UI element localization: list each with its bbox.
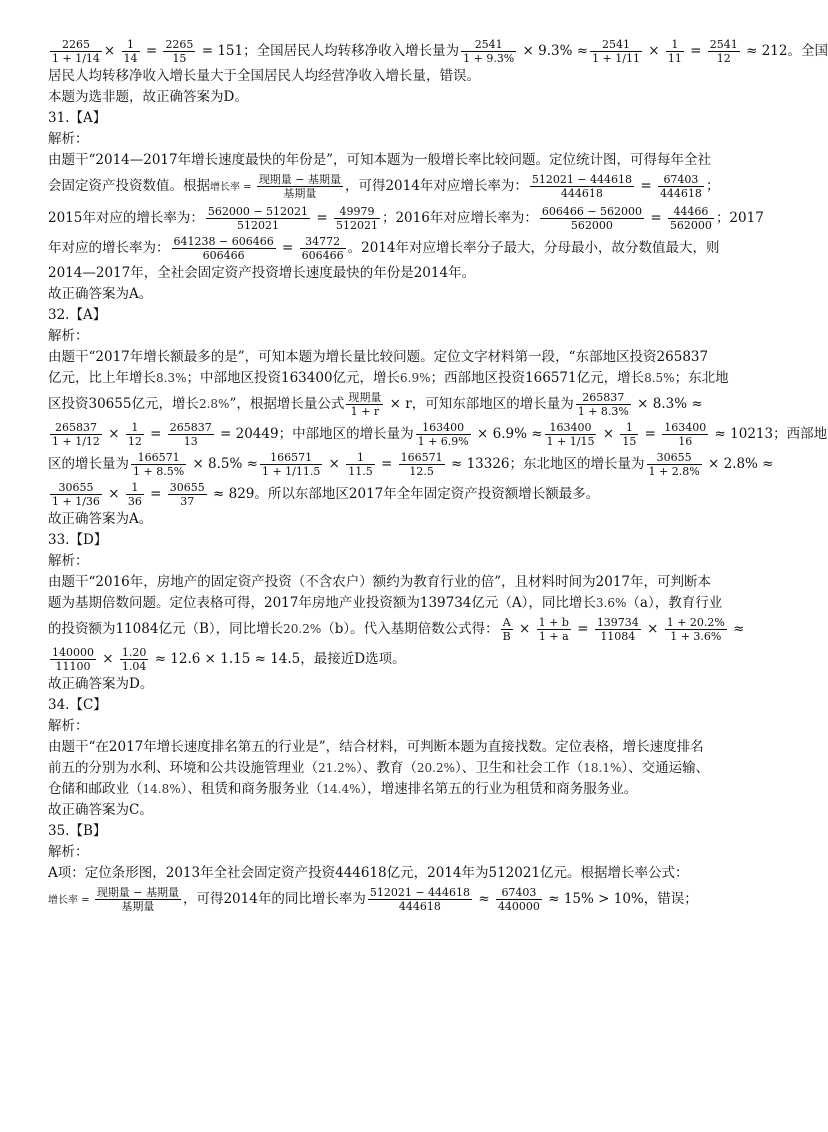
fraction: $\frac{44466}{562000}$ bbox=[669, 205, 712, 232]
fraction: $\frac{1 + 20.2\%}{1 + 3.6\%}$ bbox=[666, 616, 725, 643]
analysis-label: 解析： bbox=[48, 131, 89, 147]
fraction: $\frac{641238 - 606466}{606466}$ bbox=[173, 235, 274, 262]
fraction: $\frac{2541}{1 + 9.3\%}$ bbox=[463, 38, 515, 65]
question-heading-32: 32.【A】 bbox=[48, 307, 107, 323]
fraction: $\frac{606466 - 562000}{562000}$ bbox=[541, 205, 643, 232]
analysis-label: 解析： bbox=[48, 328, 89, 344]
fraction: $\frac{166571}{1 + 8.5\%}$ bbox=[133, 451, 185, 478]
text-line: 2015年对应的增长率为： $\frac{562000 - 512021}{512021}$ = $\frac{49979}{512021}$ ；2016年对应增长率为： $\frac{606466 - 562000}{562000}$ = $\frac{44466}{562000}$ ；2017 bbox=[48, 205, 764, 232]
fraction: $\frac{265837}{13}$ bbox=[169, 421, 212, 448]
fraction: $\frac{67403}{440000}$ bbox=[497, 886, 540, 913]
text-line: $\frac{265837}{1 + 1/12}$ × $\frac{1}{12}$ = $\frac{265837}{13}$ = 20449；中部地区的增长量为 $\frac{163400}{1 + 6.9\%}$ × 6.9% ≈ $\frac{163400}{1 + 1/15}$ × $\frac{1}{15}$ = $\frac{163400}{16}$ ≈ 10213；西部地 bbox=[52, 421, 828, 448]
answer-explanation-page bbox=[48, 36, 828, 916]
fraction: $\frac{1.20}{1.04}$ bbox=[121, 646, 147, 673]
text-line: A项：定位条形图，2013年全社会固定资产投资444618亿元，2014年为512021亿元。根据增长率公式： bbox=[48, 865, 689, 881]
text-line: 前五的分别为水利、环境和公共设施管理业（21.2%）、教育（20.2%）、卫生和社会工作（18.1%）、交通运输、 bbox=[48, 760, 710, 776]
fraction: $\frac{\text{现期量 − 基期量}}{\text{基期量}}$ bbox=[258, 173, 341, 200]
answer-line: 故正确答案为A。 bbox=[48, 511, 153, 527]
question-heading-35: 35.【B】 bbox=[48, 823, 107, 839]
text-line: $\frac{140000}{11100}$ × $\frac{1.20}{1.04}$ ≈ 12.6 × 1.15 ≈ 14.5，最接近D选项。 bbox=[52, 646, 406, 673]
fraction: $\frac{139734}{11084}$ bbox=[596, 616, 639, 643]
text-line: 本题为选非题，故正确答案为D。 bbox=[48, 89, 248, 105]
fraction: $\frac{\text{现期量 − 基期量}}{\text{基期量}}$ bbox=[96, 886, 179, 913]
fraction: $\frac{265837}{1 + 1/12}$ bbox=[52, 421, 100, 448]
fraction: $\frac{163400}{16}$ bbox=[664, 421, 707, 448]
fraction: $\frac{166571}{12.5}$ bbox=[400, 451, 443, 478]
analysis-label: 解析： bbox=[48, 718, 89, 734]
text-line: 由题干“在2017年增长速度排名第五的行业是”，结合材料，可判断本题为直接找数。定位表格，增长速度排名 bbox=[48, 739, 704, 755]
text-line: 增长率 = $\frac{\text{现期量 − 基期量}}{\text{基期量}}$ ，可得2014年的同比增长率为 $\frac{512021 - 444618}{444618}$ ≈ $\frac{67403}{440000}$ ≈ 15% > 10%，错误； bbox=[48, 886, 698, 913]
text-line: 居民人均转移净收入增长量大于全国居民人均经营净收入增长量，错误。 bbox=[48, 68, 480, 84]
question-heading-34: 34.【C】 bbox=[48, 697, 107, 713]
text-line: 仓储和邮政业（14.8%）、租赁和商务服务业（14.4%），增速排名第五的行业为租赁和商务服务业。 bbox=[48, 781, 638, 797]
fraction: $\frac{1}{15}$ bbox=[622, 421, 637, 448]
fraction: $\frac{2541}{12}$ bbox=[709, 38, 738, 65]
question-heading-33: 33.【D】 bbox=[48, 532, 108, 548]
fraction: $\frac{166571}{1 + 1/11.5}$ bbox=[261, 451, 321, 478]
text-line: 由题干“2017年增长额最多的是”，可知本题为增长量比较问题。定位文字材料第一段，“东部地区投资265837 bbox=[48, 349, 709, 365]
fraction: $\frac{140000}{11100}$ bbox=[52, 646, 94, 673]
answer-line: 故正确答案为C。 bbox=[48, 802, 153, 818]
answer-line: 故正确答案为D。 bbox=[48, 676, 154, 692]
text-line: 由题干“2016年，房地产的固定资产投资（不含农户）额约为教育行业的倍”，且材料时间为2017年，可判断本 bbox=[48, 574, 712, 590]
fraction: $\frac{1}{12}$ bbox=[127, 421, 142, 448]
fraction: $\frac{2541}{1 + 1/11}$ bbox=[592, 38, 640, 65]
fraction: $\frac{\text{现期量}}{1 + r}$ bbox=[348, 391, 382, 418]
text-line: 区投资30655亿元，增长2.8%”，根据增长量公式 $\frac{\text{现期量}}{1 + r}$ × r，可知东部地区的增长量为 $\frac{265837}{1 + 8.3\%}$ × 8.3% ≈ bbox=[48, 391, 703, 418]
fraction: $\frac{1}{36}$ bbox=[127, 481, 142, 508]
text-line: 亿元，比上年增长8.3%；中部地区投资163400亿元，增长6.9%；西部地区投资166571亿元，增长8.5%；东北地 bbox=[48, 370, 729, 386]
question-heading-31: 31.【A】 bbox=[48, 110, 107, 126]
fraction: $\frac{562000 - 512021}{512021}$ bbox=[207, 205, 309, 232]
fraction: $\frac{1}{11}$ bbox=[667, 38, 682, 65]
analysis-label: 解析： bbox=[48, 844, 89, 860]
fraction: $\frac{2265}{15}$ bbox=[165, 38, 194, 65]
fraction: $\frac{34772}{606466}$ bbox=[301, 235, 344, 262]
fraction: $\frac{512021 - 444618}{444618}$ bbox=[369, 886, 471, 913]
text-line: $\frac{2265}{1 + 1/14}$ × $\frac{1}{14}$ = $\frac{2265}{15}$ = 151；全国居民人均转移净收入增长量为 $\frac{2541}{1 + 9.3\%}$ × 9.3% ≈ $\frac{2541}{1 + 1/11}$ × $\frac{1}{11}$ = $\frac{2541}{12}$ ≈ 212。全国 bbox=[52, 38, 828, 65]
text-line: 题为基期倍数问题。定位表格可得，2017年房地产业投资额为139734亿元（A），同比增长3.6%（a），教育行业 bbox=[48, 595, 723, 611]
fraction: $\frac{49979}{512021}$ bbox=[335, 205, 378, 232]
fraction: $\frac{67403}{444618}$ bbox=[659, 173, 702, 200]
fraction: $\frac{1}{11.5}$ bbox=[348, 451, 373, 478]
text-line: 区的增长量为 $\frac{166571}{1 + 8.5\%}$ × 8.5% ≈ $\frac{166571}{1 + 1/11.5}$ × $\frac{1}{11.5}$ = $\frac{166571}{12.5}$ ≈ 13326；东北地区的增长量为 $\frac{30655}{1 + 2.8\%}$ × 2.8% ≈ bbox=[48, 451, 774, 478]
fraction: $\frac{30655}{1 + 2.8\%}$ bbox=[648, 451, 700, 478]
fraction: $\frac{265837}{1 + 8.3\%}$ bbox=[577, 391, 629, 418]
text-line: 的投资额为11084亿元（B），同比增长20.2%（b）。代入基期倍数公式得： $\frac{A}{B}$ × $\frac{1 + b}{1 + a}$ = $\frac{139734}{11084}$ × $\frac{1 + 20.2\%}{1 + 3.6\%}$ ≈ bbox=[48, 616, 745, 643]
fraction: $\frac{1 + b}{1 + a}$ bbox=[538, 616, 569, 643]
fraction: $\frac{2265}{1 + 1/14}$ bbox=[52, 38, 100, 65]
fraction: $\frac{A}{B}$ bbox=[502, 616, 511, 643]
text-line: 2014—2017年，全社会固定资产投资增长速度最快的年份是2014年。 bbox=[48, 265, 476, 281]
text-line: 年对应的增长率为： $\frac{641238 - 606466}{606466}$ = $\frac{34772}{606466}$ 。2014年对应增长率分子最大，分母最小，故分数值最大，则 bbox=[48, 235, 720, 262]
fraction: $\frac{1}{14}$ bbox=[123, 38, 138, 65]
fraction: $\frac{30655}{1 + 1/36}$ bbox=[52, 481, 100, 508]
text-line: 由题干“2014—2017年增长速度最快的年份是”，可知本题为一般增长率比较问题。定位统计图，可得每年全社 bbox=[48, 152, 712, 168]
analysis-label: 解析： bbox=[48, 553, 89, 569]
text-line: $\frac{30655}{1 + 1/36}$ × $\frac{1}{36}$ = $\frac{30655}{37}$ ≈ 829。所以东部地区2017年全年固定资产投资额增长额最多。 bbox=[52, 481, 600, 508]
fraction: $\frac{30655}{37}$ bbox=[169, 481, 205, 508]
fraction: $\frac{512021 - 444618}{444618}$ bbox=[531, 173, 633, 200]
fraction: $\frac{163400}{1 + 6.9\%}$ bbox=[417, 421, 469, 448]
fraction: $\frac{163400}{1 + 1/15}$ bbox=[546, 421, 595, 448]
answer-line: 故正确答案为A。 bbox=[48, 286, 153, 302]
text-line: 会固定资产投资数值。根据增长率 = $\frac{\text{现期量 − 基期量}}{\text{基期量}}$ ，可得2014年对应增长率为： $\frac{512021 - 444618}{444618}$ = $\frac{67403}{444618}$ ； bbox=[48, 173, 720, 200]
